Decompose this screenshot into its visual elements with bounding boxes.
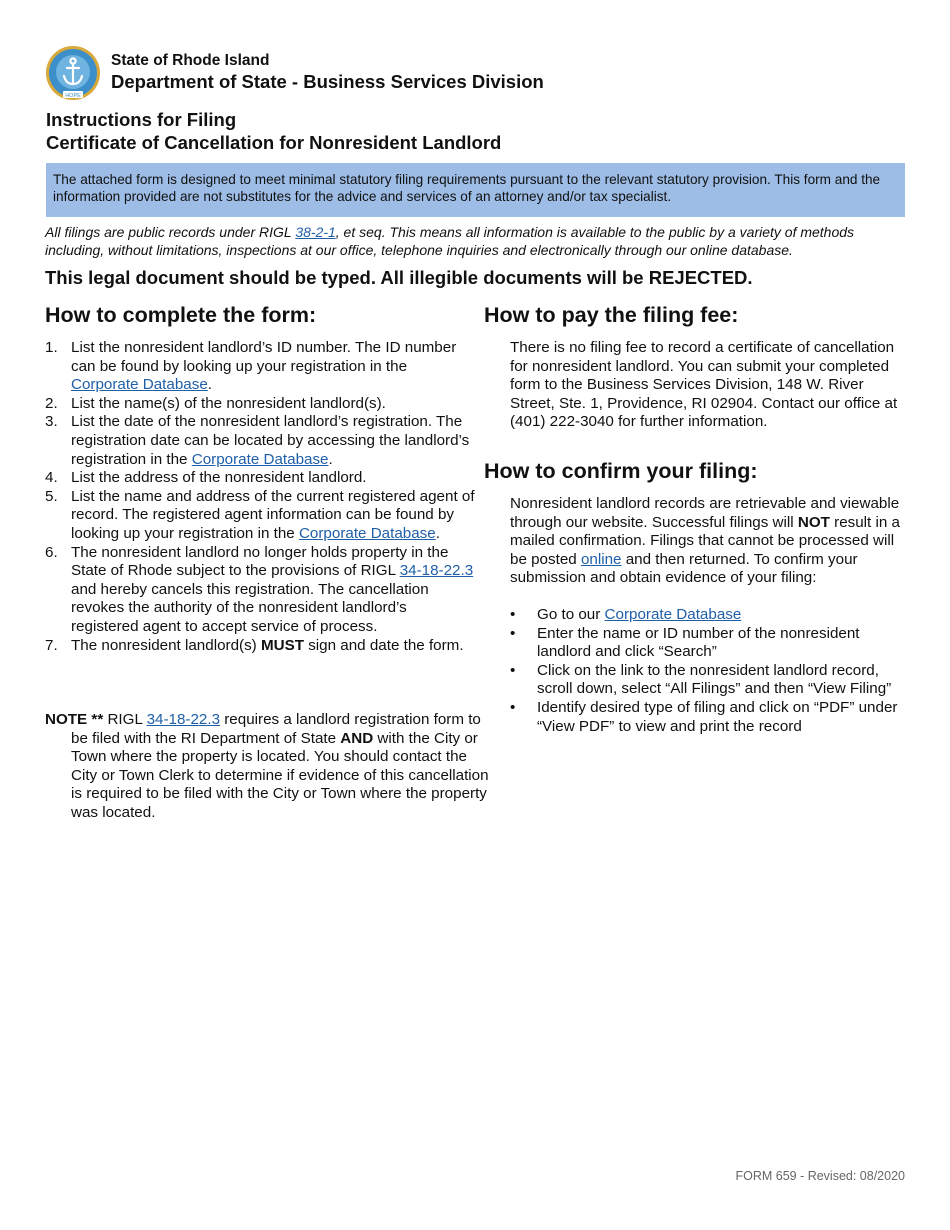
corporate-database-link[interactable]: Corporate Database [191,450,329,468]
list-item: 1. List the nonresident landlord’s ID number. The ID number can be found by looking up your registration in the Corporate Database. [45,339,457,394]
bullet-icon: • [510,661,516,679]
page-title: Instructions for Filing [46,109,237,130]
state-seal-logo [45,45,101,101]
corporate-database-link[interactable]: Corporate Database [604,606,742,623]
list-item: 7. The nonresident landlord(s) MUST sign and date the form. [45,636,464,654]
complete-form-heading: How to complete the form: [45,303,317,327]
legal-notice: This legal document should be typed. All illegible documents will be REJECTED. [45,267,753,288]
confirm-filing-text: Nonresident landlord records are retrievable and viewable through our website. Successful filings will NOT result in a mailed confirmation. Filings that cannot be processed will be posted online and then returned. To confirm your submission and obtain evidence of your filing: [510,495,900,587]
corporate-database-link[interactable]: Corporate Database [298,524,436,542]
confirm-filing-heading: How to confirm your filing: [484,459,758,483]
list-item: • Click on the link to the nonresident landlord record, scroll down, select “All Filings” and then “View Filing” [510,661,892,698]
department-name: Department of State - Business Services Division [111,71,544,92]
list-item: 3. List the date of the nonresident landlord’s registration. The registration date can be located by accessing the landlord’s registration in the Corporate Database. [45,413,470,468]
note-paragraph: NOTE ** RIGL 34-18-22.3 requires a landlord registration form to be filed with the RI Department of State AND with the City or Town where the property is located. You should contact the City or Town Clerk to determine if evidence of this cancellation is required to be filed with the City or Town where the property was located. [45,711,489,821]
rigl-38-2-1-link[interactable]: 38-2-1 [295,224,336,240]
list-item: • Enter the name or ID number of the nonresident landlord and click “Search” [510,624,860,661]
corporate-database-link[interactable]: Corporate Database [71,376,208,394]
public-records-notice: All filings are public records under RIGL 38-2-1, et seq. This means all information is available to the public by a variety of methods including, without limitations, inspections at our office, telephone inquiries and electronically through our online database. [45,224,855,258]
list-item: 5. List the name and address of the current registered agent of record. The registered agent information can be found by looking up your registration in the Corporate Database. [45,487,475,542]
instruction-steps-list [45,339,475,655]
form-revision-footer: FORM 659 - Revised: 08/2020 [735,1169,905,1183]
confirm-steps-list [510,606,910,736]
list-item: 4. List the address of the nonresident landlord. [45,469,367,487]
bullet-icon: • [510,606,516,623]
list-item: 6. The nonresident landlord no longer holds property in the State of Rhode subject to the provisions of RIGL 34-18-22.3 and hereby cancels this registration. The cancellation revokes the authority of the nonresident landlord’s registered agent to accept service of process. [45,543,474,635]
bullet-icon: • [510,624,516,642]
list-item: • Go to our Corporate Database [510,606,742,623]
pay-fee-text: There is no filing fee to record a certificate of cancellation for nonresident landlord. You can submit your completed form to the Business Services Division, 148 W. River Street, Ste. 1, Providence, RI 02904. Contact our office at (401) 222-3040 for further information. [510,339,898,431]
disclaimer-banner: The attached form is designed to meet minimal statutory filing requirements pursuant to the relevant statutory provision. This form and the information provided are not substitutes for the advice and services of an attorney and/or tax specialist. [46,163,905,217]
list-item: 2. List the name(s) of the nonresident landlord(s). [45,394,386,412]
online-link[interactable]: online [580,550,622,568]
state-name: State of Rhode Island [111,52,270,69]
bullet-icon: • [510,698,516,716]
list-item: • Identify desired type of filing and click on “PDF” under “View PDF” to view and print the record [510,698,898,735]
rigl-34-18-22-3-link[interactable]: 34-18-22.3 [146,711,221,728]
svg-text:HOPE: HOPE [65,93,81,99]
pay-fee-heading: How to pay the filing fee: [484,303,739,327]
rigl-34-18-22-3-link[interactable]: 34-18-22.3 [399,562,474,580]
page-subtitle: Certificate of Cancellation for Nonresident Landlord [46,132,502,153]
